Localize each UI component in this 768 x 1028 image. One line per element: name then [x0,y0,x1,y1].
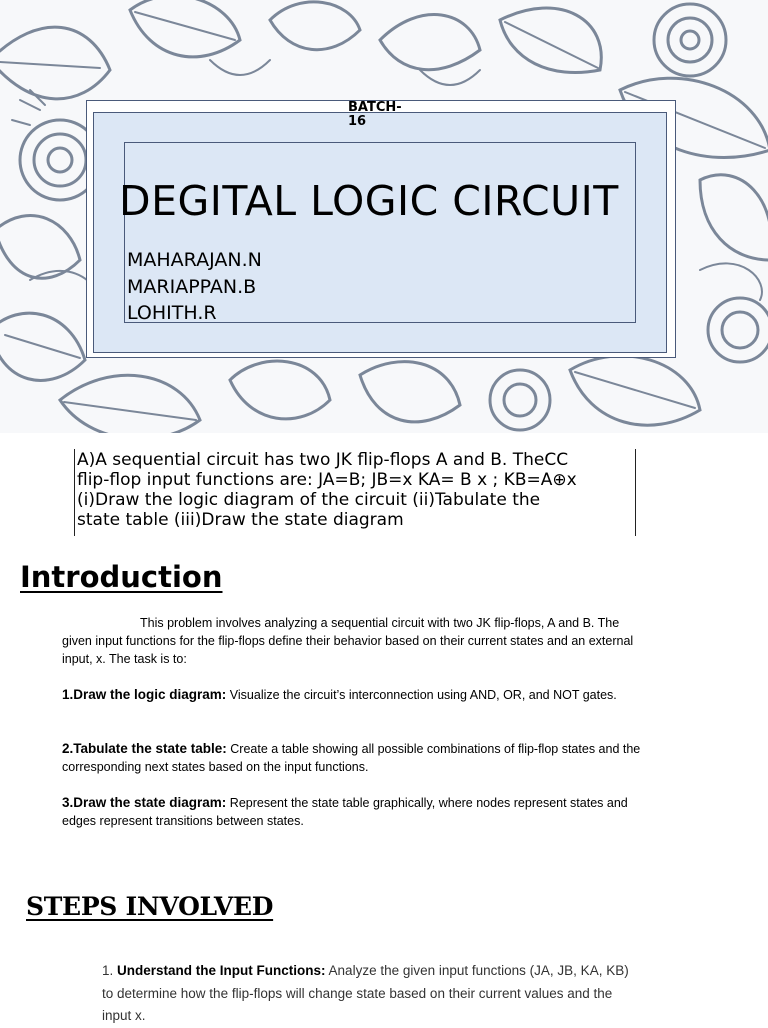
step-label: Understand the Input Functions: [117,963,326,978]
title-card-outer [86,100,676,358]
member-list [127,247,262,327]
question-box [74,449,636,536]
steps-list [102,960,642,1028]
task-label: 3.Draw the state diagram: [62,795,227,810]
introduction-paragraph: This problem involves analyzing a sequential circuit with two JK flip-flops, A and B. The given input functions for the flip-flops define their behavior based on their current states and an external input, x. The task is to: [62,616,634,666]
task-item [62,740,642,776]
list-item [102,960,642,1028]
question-line: flip-flop input functions are: JA=B; JB=x KA= B x ; KB=A⊕x [77,470,577,490]
task-text: Represent the state table graphically, where nodes represent states and edges represent transitions between states. [62,796,628,828]
title-box [119,142,636,324]
task-item [62,794,642,830]
step-number: 1. [102,963,114,978]
page-title: DEGITAL LOGIC CIRCUIT [119,177,619,225]
task-text: Create a table showing all possible combinations of flip-flop states and the corresponding next states based on the input functions. [62,742,641,774]
member-name: LOHITH.R [127,302,217,324]
question-line: state table (iii)Draw the state diagram [77,510,404,530]
step-text: Analyze the given input functions (JA, JB, KA, KB) to determine how the flip-flops will change state based on their current values and the input x. [102,963,629,1023]
member-name: MARIAPPAN.B [127,275,257,298]
member-name: MAHARAJAN.N [127,249,262,271]
title-card-inner [93,100,667,353]
task-text: Visualize the circuit’s interconnection using AND, OR, and NOT gates. [229,688,617,702]
steps-heading: STEPS INVOLVED [26,892,274,921]
task-label: 1.Draw the logic diagram: [62,687,227,702]
question-line: A)A sequential circuit has two JK flip-flops A and B. TheCC [77,450,569,470]
introduction-heading: Introduction [20,560,223,594]
batch-label: BATCH-16 [348,100,402,129]
task-item [62,686,642,704]
cover-banner [0,0,768,433]
task-label: 2.Tabulate the state table: [62,741,227,756]
question-line: (i)Draw the logic diagram of the circuit (ii)Tabulate the [77,490,541,510]
